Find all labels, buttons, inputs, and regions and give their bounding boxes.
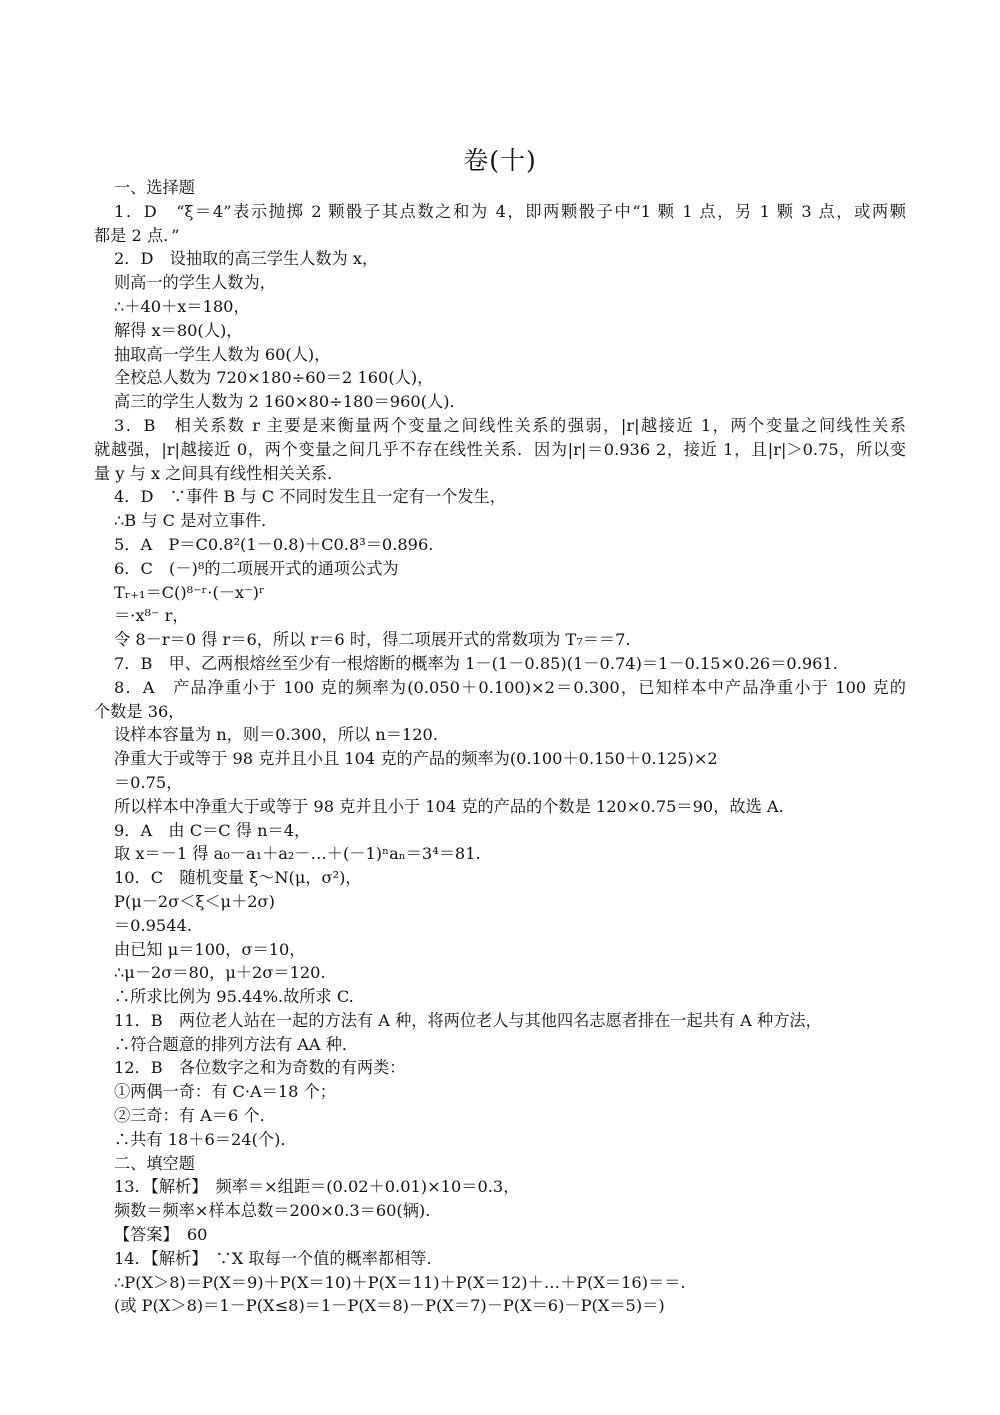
text-line: 4．D ∵事件 B 与 C 不同时发生且一定有一个发生，	[114, 487, 506, 507]
text-line: 14．【解析】 ∵X 取每一个值的概率都相等．	[114, 1248, 443, 1268]
text-line: ①两偶一奇：有 C·A＝18 个；	[114, 1082, 336, 1102]
text-line: ∴所求比例为 95.44%.故所求 C.	[114, 987, 354, 1007]
text-line: 6．C (－)⁸的二项展开式的通项公式为	[114, 558, 399, 578]
text-line: 个数是 36，	[94, 701, 185, 721]
text-line: 量 y 与 x 之间具有线性相关关系．	[94, 463, 344, 483]
text-line: 二、填空题	[114, 1153, 195, 1173]
text-line: 令 8－r＝0 得 r＝6，所以 r＝6 时，得二项展开式的常数项为 T₇＝＝7.	[114, 630, 631, 650]
text-line: 3．B 相关系数 r 主要是来衡量两个变量之间线性关系的强弱，|r|越接近 1，两个变量之间线性关系	[114, 415, 906, 435]
text-line: 高三的学生人数为 2 160×80÷180＝960(人)．	[114, 392, 466, 412]
text-line: 全校总人数为 720×180÷60＝2 160(人)，	[114, 368, 434, 388]
text-line: 抽取高一学生人数为 60(人)，	[114, 344, 331, 364]
text-line: 5．A P＝C0.8²(1－0.8)＋C0.8³＝0.896.	[114, 534, 434, 554]
text-line: Tᵣ₊₁＝C()⁸⁻ʳ·(－x⁻)ʳ	[114, 582, 265, 602]
text-line: ＝·x⁸⁻ r，	[114, 606, 189, 626]
page-title: 卷(十)	[463, 146, 537, 175]
text-line: 所以样本中净重大于或等于 98 克并且小于 104 克的产品的个数是 120×0.75＝90，故选 A.	[114, 796, 784, 816]
text-line: (或 P(X＞8)＝1－P(X≤8)＝1－P(X＝8)－P(X＝7)－P(X＝6)－P(X＝5)＝)	[114, 1296, 665, 1316]
text-line: ＝0.9544.	[114, 915, 192, 935]
text-line: 都是 2 点．”	[94, 225, 180, 245]
text-line: ∴符合题意的排列方法有 AA 种．	[114, 1034, 359, 1054]
text-line: P(μ－2σ＜ξ＜μ＋2σ)	[114, 891, 275, 911]
text-line: 频数＝频率×样本总数＝200×0.3＝60(辆)．	[114, 1201, 442, 1221]
text-line: 净重大于或等于 98 克并且小且 104 克的产品的频率为(0.100＋0.150＋0.125)×2	[114, 749, 718, 769]
text-line: 【答案】 60	[114, 1225, 208, 1245]
text-line: ②三奇：有 A＝6 个．	[114, 1106, 276, 1126]
text-line: 13．【解析】 频率＝×组距＝(0.02＋0.01)×10＝0.3，	[114, 1177, 520, 1197]
text-line: ∴μ－2σ＝80，μ＋2σ＝120.	[114, 963, 326, 983]
text-line: 则高一的学生人数为，	[114, 273, 276, 293]
text-line: ∴共有 18＋6＝24(个)．	[114, 1129, 297, 1149]
text-line: 取 x＝－1 得 a₀－a₁＋a₂－…＋(－1)ⁿaₙ＝3⁴＝81.	[114, 844, 481, 864]
answer-text-block	[94, 176, 906, 1318]
text-line: 9．A 由 C＝C 得 n＝4，	[114, 820, 311, 840]
text-line: ∴P(X＞8)＝P(X＝9)＋P(X＝10)＋P(X＝11)＋P(X＝12)＋…＋P(X＝16)＝＝.	[114, 1272, 686, 1292]
text-line: 由已知 μ＝100，σ＝10，	[114, 939, 306, 959]
text-line: 设样本容量为 n，则＝0.300，所以 n＝120.	[114, 725, 438, 745]
text-line: 一、选择题	[114, 178, 195, 197]
text-line: 11．B 两位老人站在一起的方法有 A 种，将两位老人与其他四名志愿者排在一起共有 A 种方法，	[114, 1010, 822, 1030]
text-line: 解得 x＝80(人)，	[114, 320, 243, 340]
text-line: 8．A 产品净重小于 100 克的频率为(0.050＋0.100)×2＝0.300，已知样本中产品净重小于 100 克的	[114, 677, 906, 697]
text-line: 7．B 甲、乙两根熔丝至少有一根熔断的概率为 1－(1－0.85)(1－0.74)＝1－0.15×0.26＝0.961.	[114, 653, 838, 673]
text-line: ∴B 与 C 是对立事件．	[114, 511, 278, 531]
text-line: 10．C 随机变量 ξ～N(μ，σ²)，	[114, 868, 362, 888]
text-line: 12．B 各位数字之和为奇数的有两类：	[114, 1058, 406, 1078]
text-line: ∴＋40＋x＝180，	[114, 296, 250, 316]
text-line: 就越强，|r|越接近 0，两个变量之间几乎不存在线性关系．因为|r|＝0.936 2，接近 1，且|r|＞0.75，所以变	[94, 439, 906, 459]
text-line: 1．D “ξ＝4”表示抛掷 2 颗骰子其点数之和为 4，即两颗骰子中“1 颗 1 点，另 1 颗 3 点，或两颗	[114, 201, 906, 221]
text-line: ＝0.75，	[114, 772, 183, 792]
text-line: 2．D 设抽取的高三学生人数为 x，	[114, 249, 379, 269]
